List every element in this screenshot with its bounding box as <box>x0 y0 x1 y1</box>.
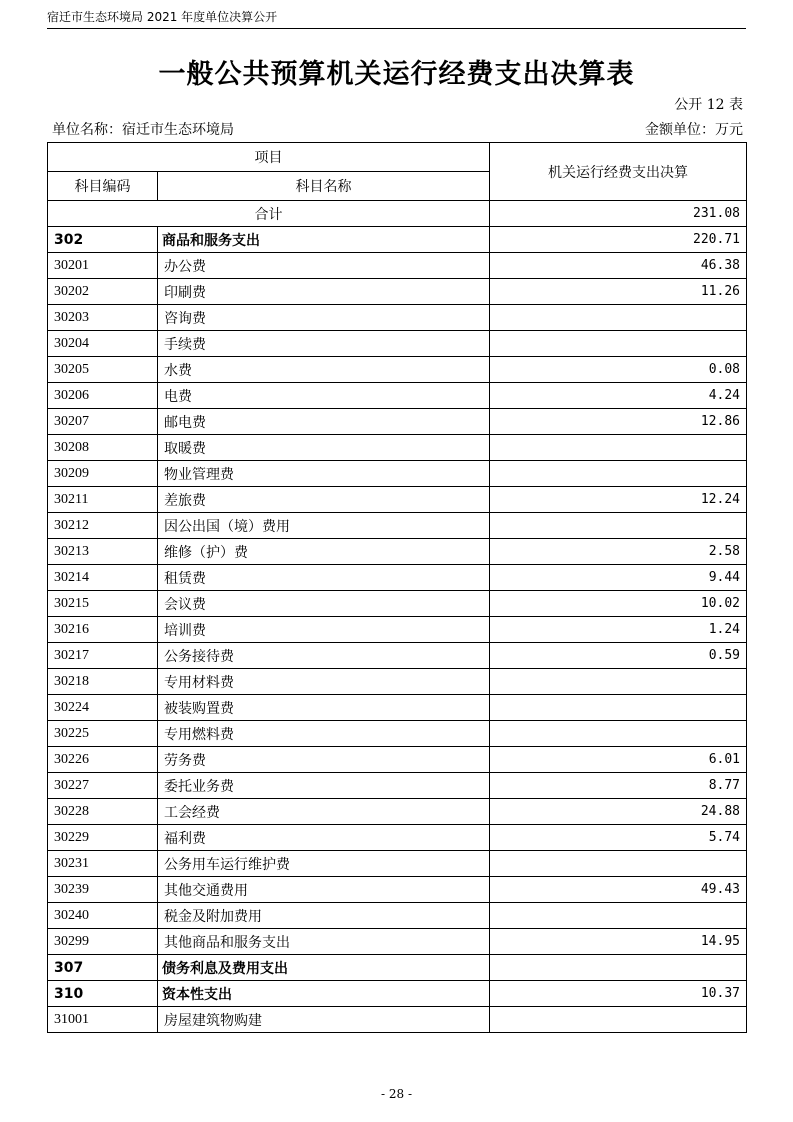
account-name: 债务利息及费用支出 <box>158 955 490 981</box>
account-amount: 12.86 <box>490 409 747 435</box>
account-name: 会议费 <box>158 591 490 617</box>
table-row <box>48 1007 747 1033</box>
table-row <box>48 721 747 747</box>
account-name: 委托业务费 <box>158 773 490 799</box>
account-amount: 0.59 <box>490 643 747 669</box>
page-number: - 28 - <box>380 1087 412 1101</box>
expenditure-table <box>47 142 747 1033</box>
account-amount <box>490 721 747 747</box>
account-code: 30206 <box>48 383 158 409</box>
account-amount: 1.24 <box>490 617 747 643</box>
table-row <box>48 591 747 617</box>
account-amount <box>490 695 747 721</box>
account-code: 30216 <box>48 617 158 643</box>
account-code: 30215 <box>48 591 158 617</box>
account-code: 30217 <box>48 643 158 669</box>
table-row <box>48 825 747 851</box>
account-amount <box>490 513 747 539</box>
account-code: 307 <box>48 955 158 981</box>
account-code: 30204 <box>48 331 158 357</box>
account-name: 其他交通费用 <box>158 877 490 903</box>
account-amount: 24.88 <box>490 799 747 825</box>
account-code: 30227 <box>48 773 158 799</box>
account-code: 30229 <box>48 825 158 851</box>
table-row <box>48 513 747 539</box>
table-row <box>48 357 747 383</box>
account-name: 邮电费 <box>158 409 490 435</box>
table-row <box>48 461 747 487</box>
account-code: 30224 <box>48 695 158 721</box>
header-item: 项目 <box>48 143 490 172</box>
account-code: 30203 <box>48 305 158 331</box>
form-number: 公开 12 表 <box>674 97 743 113</box>
account-amount: 2.58 <box>490 539 747 565</box>
account-code: 30299 <box>48 929 158 955</box>
account-amount: 8.77 <box>490 773 747 799</box>
amount-unit: 金额单位：万元 <box>645 122 743 138</box>
header-name: 科目名称 <box>158 172 490 201</box>
account-name: 税金及附加费用 <box>158 903 490 929</box>
account-name: 公务用车运行维护费 <box>158 851 490 877</box>
account-amount: 9.44 <box>490 565 747 591</box>
page-title: 一般公共预算机关运行经费支出决算表 <box>158 59 635 90</box>
account-code: 30207 <box>48 409 158 435</box>
table-row <box>48 435 747 461</box>
unit-name: 单位名称：宿迁市生态环境局 <box>52 122 234 138</box>
account-code: 310 <box>48 981 158 1007</box>
account-code: 302 <box>48 227 158 253</box>
table-row <box>48 409 747 435</box>
total-amount: 231.08 <box>490 201 747 227</box>
table-row <box>48 331 747 357</box>
running-header: 宿迁市生态环境局 2021 年度单位决算公开 <box>47 10 278 24</box>
table-row <box>48 903 747 929</box>
header-code: 科目编码 <box>48 172 158 201</box>
account-code: 30214 <box>48 565 158 591</box>
account-amount: 6.01 <box>490 747 747 773</box>
account-name: 咨询费 <box>158 305 490 331</box>
account-name: 水费 <box>158 357 490 383</box>
account-code: 30202 <box>48 279 158 305</box>
table-row <box>48 539 747 565</box>
account-amount <box>490 1007 747 1033</box>
account-name: 房屋建筑物购建 <box>158 1007 490 1033</box>
account-name: 因公出国（境）费用 <box>158 513 490 539</box>
table-row <box>48 487 747 513</box>
account-name: 手续费 <box>158 331 490 357</box>
table-row <box>48 227 747 253</box>
account-amount <box>490 955 747 981</box>
account-name: 公务接待费 <box>158 643 490 669</box>
table-header-row <box>48 143 747 172</box>
table-row <box>48 617 747 643</box>
account-name: 物业管理费 <box>158 461 490 487</box>
table-row <box>48 695 747 721</box>
table-row <box>48 799 747 825</box>
account-code: 30208 <box>48 435 158 461</box>
account-amount <box>490 331 747 357</box>
account-code: 30211 <box>48 487 158 513</box>
account-code: 30231 <box>48 851 158 877</box>
account-name: 资本性支出 <box>158 981 490 1007</box>
account-code: 30212 <box>48 513 158 539</box>
account-amount: 12.24 <box>490 487 747 513</box>
account-code: 30205 <box>48 357 158 383</box>
account-amount <box>490 903 747 929</box>
table-row <box>48 929 747 955</box>
total-label: 合计 <box>48 201 490 227</box>
account-code: 30225 <box>48 721 158 747</box>
account-name: 差旅费 <box>158 487 490 513</box>
account-name: 工会经费 <box>158 799 490 825</box>
account-amount: 5.74 <box>490 825 747 851</box>
unit-line <box>52 119 743 139</box>
total-row <box>48 201 747 227</box>
account-amount <box>490 461 747 487</box>
account-name: 租赁费 <box>158 565 490 591</box>
account-amount: 4.24 <box>490 383 747 409</box>
account-amount: 49.43 <box>490 877 747 903</box>
table-row <box>48 383 747 409</box>
table-row <box>48 305 747 331</box>
table-row <box>48 279 747 305</box>
account-name: 电费 <box>158 383 490 409</box>
account-name: 其他商品和服务支出 <box>158 929 490 955</box>
table-row <box>48 851 747 877</box>
account-amount: 46.38 <box>490 253 747 279</box>
account-amount <box>490 305 747 331</box>
account-amount: 14.95 <box>490 929 747 955</box>
account-name: 福利费 <box>158 825 490 851</box>
account-code: 30218 <box>48 669 158 695</box>
account-amount: 10.02 <box>490 591 747 617</box>
account-code: 30228 <box>48 799 158 825</box>
account-code: 30240 <box>48 903 158 929</box>
account-code: 30213 <box>48 539 158 565</box>
account-name: 办公费 <box>158 253 490 279</box>
table-row <box>48 981 747 1007</box>
account-name: 培训费 <box>158 617 490 643</box>
account-code: 31001 <box>48 1007 158 1033</box>
account-name: 取暖费 <box>158 435 490 461</box>
table-row <box>48 253 747 279</box>
account-name: 专用材料费 <box>158 669 490 695</box>
account-amount: 10.37 <box>490 981 747 1007</box>
account-name: 专用燃料费 <box>158 721 490 747</box>
table-row <box>48 773 747 799</box>
header-rule <box>47 28 746 29</box>
table-row <box>48 747 747 773</box>
account-code: 30226 <box>48 747 158 773</box>
table-row <box>48 565 747 591</box>
account-name: 印刷费 <box>158 279 490 305</box>
account-code: 30239 <box>48 877 158 903</box>
account-name: 维修（护）费 <box>158 539 490 565</box>
account-name: 劳务费 <box>158 747 490 773</box>
account-amount <box>490 435 747 461</box>
account-amount: 11.26 <box>490 279 747 305</box>
account-amount <box>490 851 747 877</box>
table-row <box>48 955 747 981</box>
account-amount: 220.71 <box>490 227 747 253</box>
account-name: 被装购置费 <box>158 695 490 721</box>
table-row <box>48 877 747 903</box>
account-code: 30201 <box>48 253 158 279</box>
header-amount: 机关运行经费支出决算 <box>490 143 747 201</box>
table-row <box>48 643 747 669</box>
account-amount: 0.08 <box>490 357 747 383</box>
account-amount <box>490 669 747 695</box>
account-code: 30209 <box>48 461 158 487</box>
table-row <box>48 669 747 695</box>
account-name: 商品和服务支出 <box>158 227 490 253</box>
